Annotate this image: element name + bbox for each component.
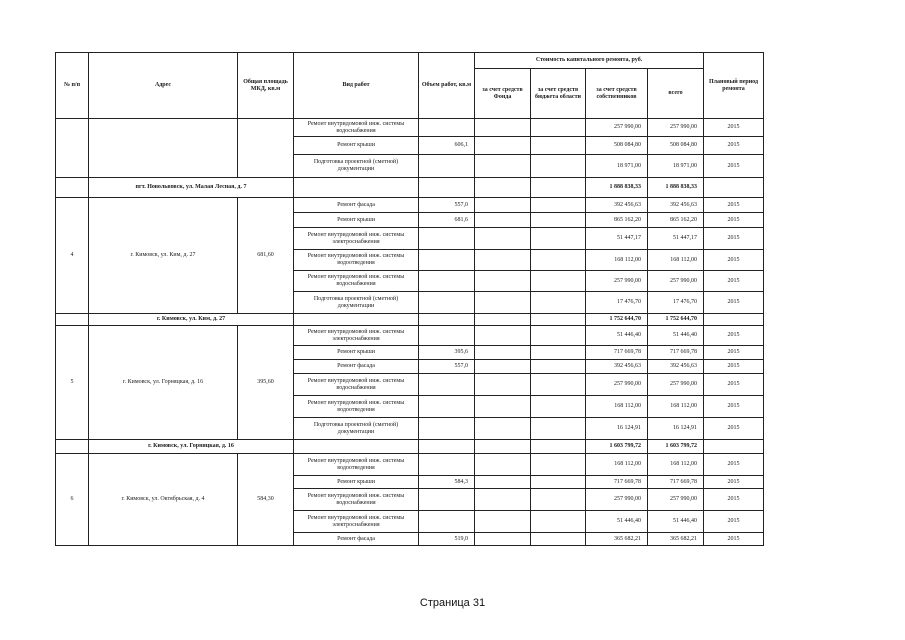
table-row: Подготовка проектной (сметной) документации 17 476,70 17 476,70 2015 [56,292,764,314]
work-cell: Ремонт внутридомовой инж. системы водоотведения [294,454,419,476]
header-region: за счет средств бюджета области [531,69,586,119]
work-cell: Ремонт внутридомовой инж. системы водоснабжения [294,489,419,511]
table-row: Подготовка проектной (сметной) документации 18 971,00 18 971,00 2015 [56,155,764,178]
table-row: Ремонт внутридомовой инж. системы водоотведения 168 112,00 168 112,00 2015 [56,396,764,418]
header-num: № п/п [56,53,89,119]
work-cell: Ремонт внутридомовой инж. системы электроснабжения [294,511,419,533]
table-row: 6 г. Кимовск, ул. Октябрьская, д. 4 584,30 Ремонт внутридомовой инж. системы водоотведения 168 112,00 168 112,00 2015 [56,454,764,476]
work-cell: Ремонт крыши [294,213,419,228]
table-row: Ремонт внутридомовой инж. системы водоснабжения 257 990,00 257 990,00 2015 [56,271,764,292]
table-row: Ремонт внутридомовой инж. системы водоотведения 168 112,00 168 112,00 2015 [56,250,764,271]
row-number: 5 [56,326,89,440]
subtotal-row: пгт. Новольвовск, ул. Малая Лесная, д. 7 1 888 838,33 1 888 838,33 [56,178,764,198]
header-cost-group: Стоимость капитального ремонта, руб. [475,53,704,69]
capital-repair-table [55,52,764,546]
work-cell: Ремонт внутридомовой инж. системы электроснабжения [294,228,419,250]
subtotal-label: пгт. Новольвовск, ул. Малая Лесная, д. 7 [89,178,294,198]
address-cell: г. Кимовск, ул. Октябрьская, д. 4 [89,454,238,546]
area-cell: 584,30 [238,454,294,546]
work-cell: Ремонт внутридомовой инж. системы электроснабжения [294,326,419,346]
work-cell: Ремонт внутридомовой инж. системы водоснабжения [294,271,419,292]
table-row: Подготовка проектной (сметной) документации 16 124,91 16 124,91 2015 [56,418,764,440]
work-cell: Ремонт внутридомовой инж. системы водоснабжения [294,119,419,137]
work-cell: Ремонт внутридомовой инж. системы водоотведения [294,396,419,418]
work-cell: Подготовка проектной (сметной) документации [294,155,419,178]
table-row: Ремонт внутридомовой инж. системы электроснабжения 51 447,17 51 447,17 2015 [56,228,764,250]
work-cell: Ремонт фасада [294,198,419,213]
header-fund: за счет средств Фонда [475,69,531,119]
page-number: Страница 31 [419,597,486,609]
work-cell: Ремонт крыши [294,137,419,155]
work-cell: Подготовка проектной (сметной) документации [294,292,419,314]
table-row: Ремонт внутридомовой инж. системы электроснабжения 51 446,40 51 446,40 2015 [56,511,764,533]
table-row: Ремонт крыши 606,1 508 084,80 508 084,80 2015 [56,137,764,155]
work-cell: Ремонт внутридомовой инж. системы водоснабжения [294,374,419,396]
table-row: Ремонт фасада 519,0 365 682,21 365 682,21 2015 [56,533,764,546]
header-work-type: Вид работ [294,53,419,119]
area-cell: 681,60 [238,198,294,314]
table-row: Ремонт внутридомовой инж. системы водоснабжения 257 990,00 257 990,00 2015 [56,374,764,396]
header-owners: за счет средств собственников [586,69,648,119]
table-row: Ремонт крыши 681,6 865 162,20 865 162,20 2015 [56,213,764,228]
area-cell: 395,60 [238,326,294,440]
header-period: Плановый период ремонта [704,53,764,119]
table-row: Ремонт внутридомовой инж. системы водоснабжения 257 990,00 257 990,00 2015 [56,489,764,511]
header-volume: Объем работ, кв.м [419,53,475,119]
work-cell: Ремонт фасада [294,360,419,374]
work-cell: Ремонт крыши [294,476,419,489]
row-number: 4 [56,198,89,314]
work-cell: Ремонт фасада [294,533,419,546]
table-row: Ремонт фасада 557,0 392 456,63 392 456,63 2015 [56,360,764,374]
table-row: Ремонт крыши 395,6 717 669,78 717 669,78 2015 [56,346,764,360]
header-area: Общая площадь МКД, кв.м [238,53,294,119]
work-cell: Ремонт внутридомовой инж. системы водоотведения [294,250,419,271]
address-cell: г. Кимовск, ул. Горняцкая, д. 16 [89,326,238,440]
subtotal-label: г. Кимовск, ул. Ким, д. 27 [89,314,294,326]
work-cell: Ремонт крыши [294,346,419,360]
address-cell: г. Кимовск, ул. Ким, д. 27 [89,198,238,314]
header-address: Адрес [89,53,238,119]
table-row: 5 г. Кимовск, ул. Горняцкая, д. 16 395,60 Ремонт внутридомовой инж. системы электроснабжения 51 446,40 51 446,40 2015 [56,326,764,346]
table-row: 4 г. Кимовск, ул. Ким, д. 27 681,60 Ремонт фасада 557,0 392 456,63 392 456,63 2015 [56,198,764,213]
table-row: Ремонт крыши 584,3 717 669,78 717 669,78 2015 [56,476,764,489]
subtotal-label: г. Кимовск, ул. Горняцкая, д. 16 [89,440,294,454]
table-row: Ремонт внутридомовой инж. системы водоснабжения 257 990,00 257 990,00 2015 [56,119,764,137]
work-cell: Подготовка проектной (сметной) документации [294,418,419,440]
row-number: 6 [56,454,89,546]
subtotal-row: г. Кимовск, ул. Ким, д. 27 1 752 644,70 1 752 644,70 [56,314,764,326]
header-total: всего [648,69,704,119]
subtotal-row: г. Кимовск, ул. Горняцкая, д. 16 1 603 799,72 1 603 799,72 [56,440,764,454]
